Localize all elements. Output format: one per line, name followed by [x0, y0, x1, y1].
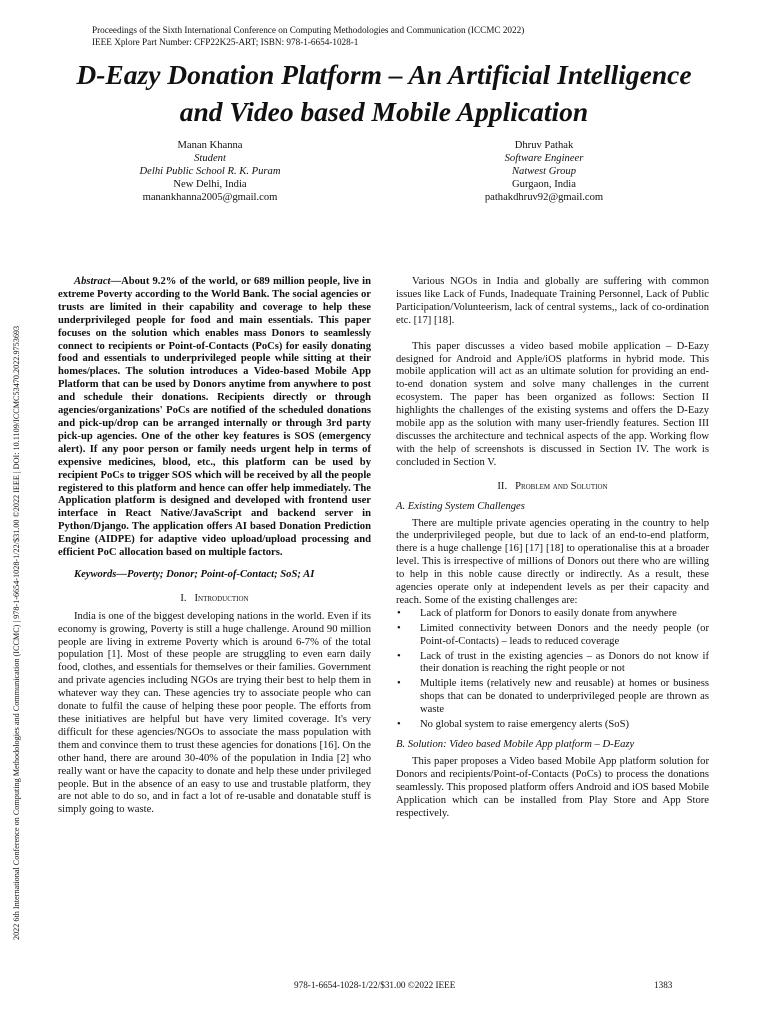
challenges-list [396, 608, 709, 732]
subsection-heading-solution: B. Solution: Video based Mobile App platform – D-Eazy [396, 739, 635, 750]
conference-header-line2: IEEE Xplore Part Number: CFP22K25-ART; ISBN: 978-1-6654-1028-1 [92, 37, 359, 47]
author-affiliation: Delhi Public School R. K. Puram [139, 166, 281, 177]
list-item: • Multiple items (relatively new and reusable) at homes or business shops that can be donated to underprivileged people are thrown as waste [396, 678, 709, 717]
footer-copyright: 978-1-6654-1028-1/22/$31.00 ©2022 IEEE [294, 980, 456, 990]
challenges-paragraph: There are multiple private agencies operating in the country to help the underprivileged people, but due to lack of an end-to-end platform, there is a huge challenge [16] [17] [18] to operationalise this at a broader level. This is irrespective of millions of Donors out there who are willing to help in this noble cause directly or indirectly. As a result, these agencies operate only at independent levels as per their capacity and reach. Some of the existing challenges are: [396, 517, 709, 606]
solution-paragraph: This paper proposes a Video based Mobile App platform solution for Donors and recipients/Point-of-Contacts (PoCs) to process the donations seamlessly. This proposed platform offers Android and iOS based Mobile Application which can be installed from Play Store and App Store respectively. [396, 755, 709, 819]
conference-header [92, 24, 524, 48]
author-block-1 [80, 139, 340, 204]
author-affiliation: Natwest Group [511, 166, 577, 177]
author-email: manankhanna2005@gmail.com [142, 192, 278, 203]
list-item: • Lack of platform for Donors to easily donate from anywhere [396, 608, 709, 621]
author-email: pathakdhruv92@gmail.com [484, 192, 604, 203]
doi-sidebar: 2022 6th International Conference on Computing Methodologies and Communication (ICCMC) | 978-1-6654-1028-1/22/$31.00 ©2022 IEEE | DOI: 10.1109/ICCMC53470.2022.9753693 [12, 325, 21, 940]
body-paragraph: Various NGOs in India and globally are suffering with common issues like Lack of Funds, Inadequate Training Personnel, Lack of Public Participation/Volunteerism, lack of central systems,, lack of co-ordination etc. [17] [18]. [396, 276, 709, 326]
author-name: Dhruv Pathak [514, 140, 574, 151]
list-item: • Limited connectivity between Donors and the needy people (or Point-of-Contacts) – leads to reduced coverage [396, 623, 709, 649]
abstract-lead: Abstract [74, 276, 111, 287]
author-location: New Delhi, India [173, 179, 247, 190]
paper-title-line2: and Video based Mobile Application [179, 96, 589, 127]
page-number: 1383 [654, 980, 673, 990]
list-item: • Lack of trust in the existing agencies – as Donors do not know if their donation is reaching the right people or not [396, 651, 709, 677]
paper-title [0, 56, 768, 130]
author-role: Student [194, 153, 226, 164]
conference-header-line1: Proceedings of the Sixth International Conference on Computing Methodologies and Communication (ICCMC 2022) [92, 25, 525, 35]
introduction-paragraph: India is one of the biggest developing nations in the world. Even if its economy is growing, Poverty is still a huge challenge. Around 90 million people are living in extreme Poverty which is around 6-7% of the total population [1]. Most of these people are struggling to even earn daily food, clothes, and essentials for themselves or their families. Government and private agencies including NGOs are trying their best to help them in whatever way they can. These agencies try to associate people who can donate to fulfil the cause of helping these poor people. The efforts from these initiatives are helpful but have very limited coverage. It's very difficult for these agencies/NGOs to associate the mass population with them and convince them to trust these agencies for donations [16]. On the other hand, there are around 30-40% of the population in India [2] who really want or have the capacity to donate and help these under privileged people. But in the absence of an easy to use and trustable platform, they are not able to do so, and in fact a lot of re-usable and donatable stuff is simply going to waste. [58, 610, 371, 816]
author-name: Manan Khanna [177, 140, 243, 151]
abstract-text: —About 9.2% of the world, or 689 million people, live in extreme Poverty according to the World Bank. The social agencies or trusts are limited in their capability and coverage to help these underprivileged people for food and main essentials. This paper focuses on the solution which enables mass Donors to seamlessly connect to recipients or Point-of-Contacts (PoCs) for easily donating food and essentials to underprivileged people while sitting at their homes/places. The solution introduces a Video-based Mobile App Platform that can be used by Donors anytime from anywhere to post and schedule their donations. Recipients directly or through agencies/organizations' PoCs are notified of the scheduled donations and pick-up/drop can be arranged internally or through 3rd party pick-up agencies. One of the other key features is SOS (emergency alert). If any poor person or family needs urgent help in terms of expensive medicines, blood, etc., this platform can be used by recipient PoCs to trigger SOS which will be received by all the people registered to this platform and hence can offer help immediately. The Application platform is designed and developed with frontend user interface in React Native/JavaScript and backend server in Python/Django. The application offers AI based Donation Prediction Engine (AIDPE) for adaptive video upload/upload processing and efficient PoC allocation based on multiple factors. [58, 276, 371, 559]
subsection-heading-challenges: A. Existing System Challenges [396, 500, 525, 512]
paper-title-line1: D-Eazy Donation Platform – An Artificial Intelligence [76, 59, 692, 90]
abstract [58, 276, 371, 560]
keywords: Keywords—Poverty; Donor; Point-of-Contact; SoS; AI [74, 568, 315, 580]
section-heading-introduction: I. Introduction [180, 592, 249, 604]
list-item: • No global system to raise emergency alerts (SoS) [396, 719, 709, 732]
body-paragraph: This paper discusses a video based mobile application – D-Eazy designed for Android and Apple/iOS platforms in hybrid mode. This mobile application will act as an ultimate solution for providing an end-to-end donation system and solve many challenges in the current ecosystem. The paper has been organized as follows: Section II highlights the challenges of the existing systems and offers the D-Eazy mobile app as the solution with many user-friendly features. Section III discusses the architecture and technical aspects of the app. Working flow with the help of screenshots is discussed in Section IV. The work is concluded in Section V. [396, 340, 709, 468]
author-location: Gurgaon, India [512, 179, 576, 190]
right-column [396, 276, 709, 820]
left-column [58, 276, 371, 817]
section-heading-problem-solution: II. Problem and Solution [497, 480, 608, 492]
author-role: Software Engineer [504, 153, 584, 164]
author-block-2 [414, 139, 674, 204]
